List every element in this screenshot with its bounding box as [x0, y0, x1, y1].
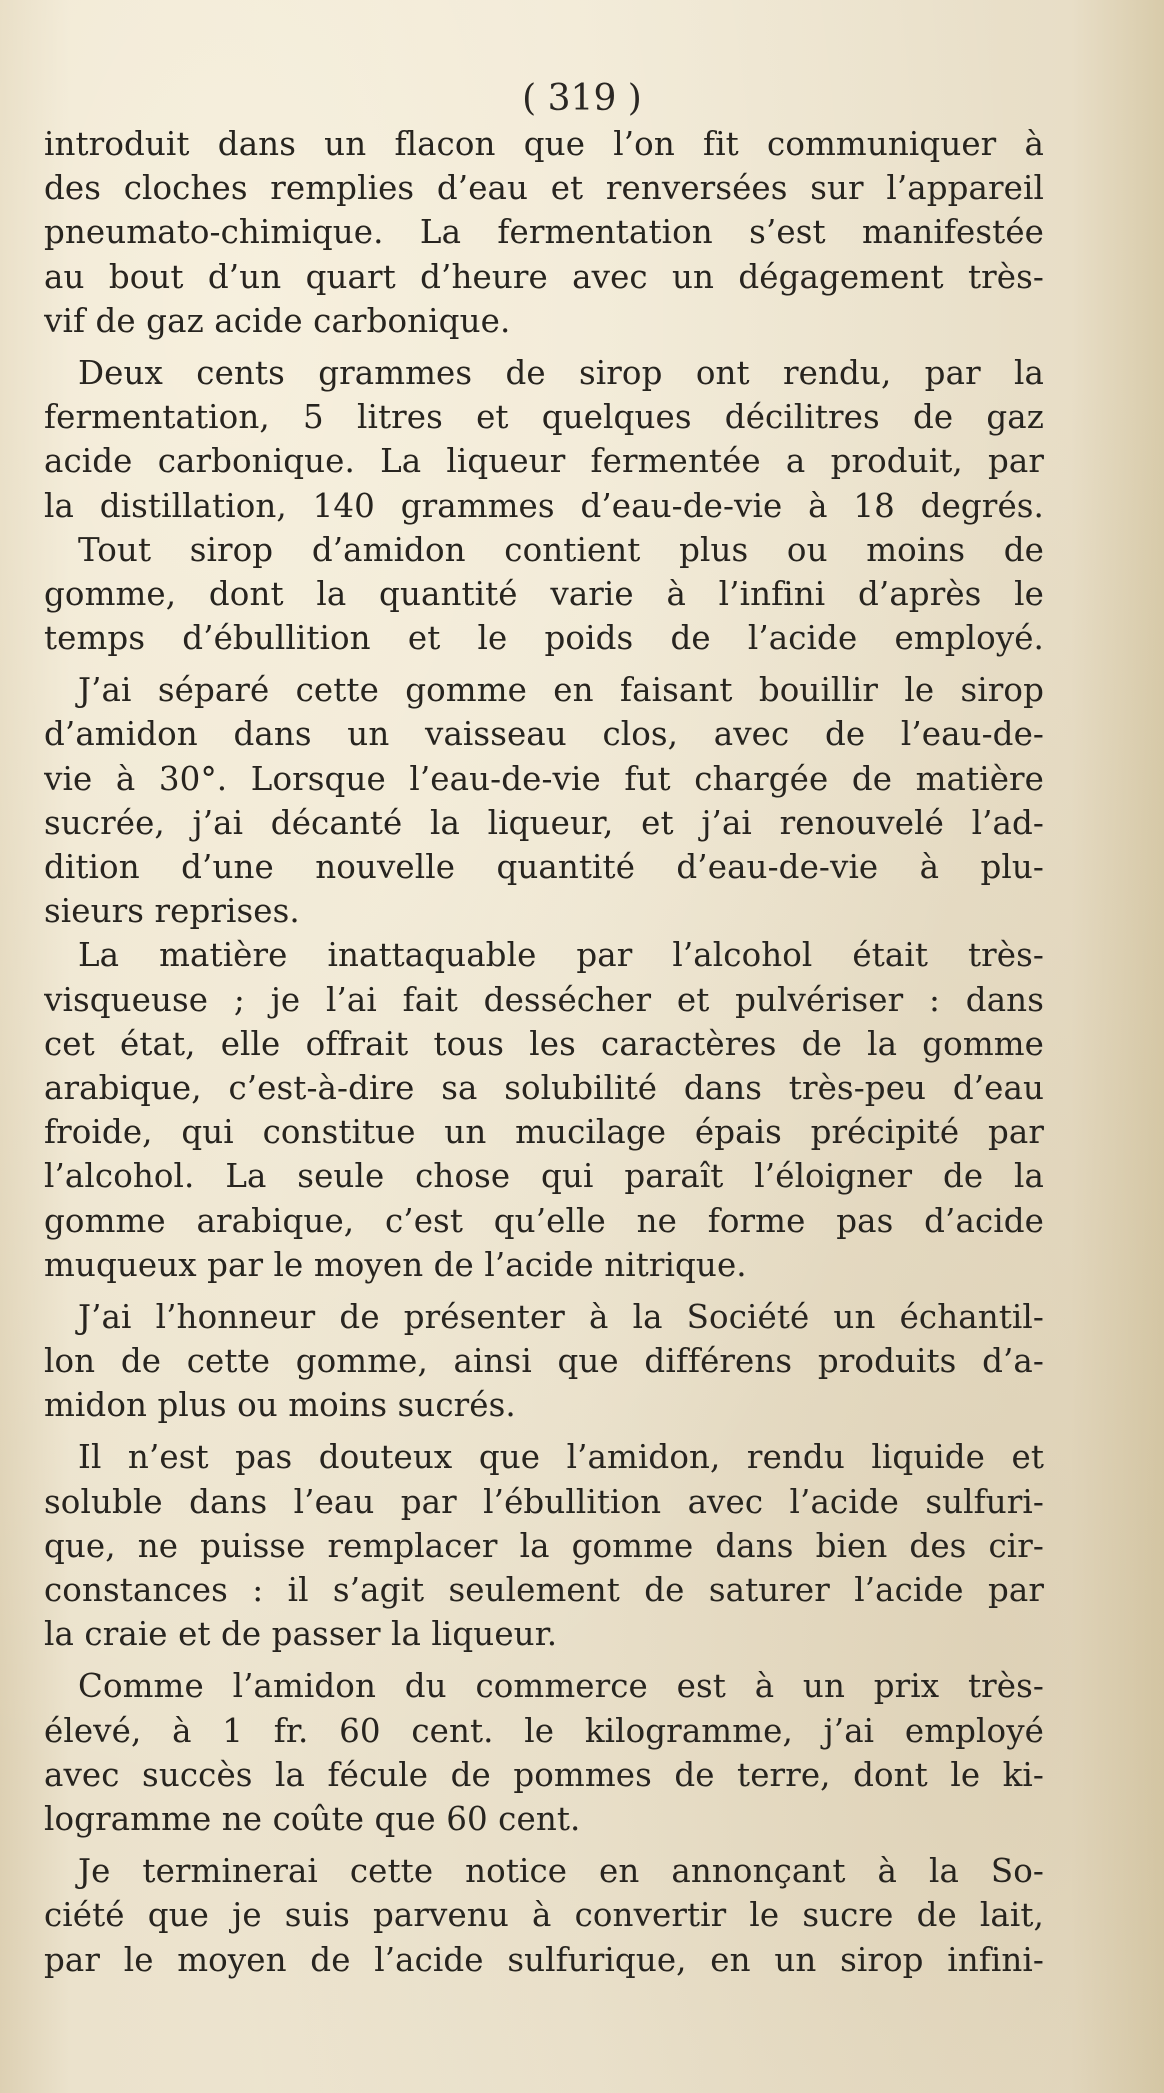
text-line: gomme, dont la quantité varie à l’infini d’après le [44, 574, 1044, 613]
text-line: la distillation, 140 grammes d’eau-de-vie à 18 degrés. [44, 486, 1044, 525]
paragraph [44, 1664, 1044, 1841]
text-line: avec succès la fécule de pommes de terre, dont le ki- [44, 1755, 1044, 1794]
text-line: fermentation, 5 litres et quelques décilitres de gaz [44, 398, 1044, 437]
text-line: J’ai l’honneur de présenter à la Société un échantil- [78, 1297, 1044, 1336]
text-line: temps d’ébullition et le poids de l’acide employé. [44, 619, 1044, 658]
text-line: l’alcohol. La seule chose qui paraît l’éloigner de la [44, 1157, 1044, 1196]
paragraph [44, 122, 1044, 343]
text-line: acide carbonique. La liqueur fermentée a produit, par [44, 442, 1044, 481]
text-line: midon plus ou moins sucrés. [44, 1386, 516, 1425]
text-line: lon de cette gomme, ainsi que différens produits d’a- [44, 1342, 1044, 1381]
text-line: Tout sirop d’amidon contient plus ou moins de [78, 530, 1044, 569]
text-line: élevé, à 1 fr. 60 cent. le kilogramme, j’ai employé [44, 1711, 1044, 1750]
text-line: cet état, elle offrait tous les caractères de la gomme [44, 1024, 1044, 1063]
text-line: muqueux par le moyen de l’acide nitrique. [44, 1245, 747, 1284]
paragraph [44, 1849, 1044, 1982]
text-line: gomme arabique, c’est qu’elle ne forme pas d’acide [44, 1201, 1044, 1240]
text-line: Il n’est pas douteux que l’amidon, rendu liquide et [78, 1438, 1044, 1477]
text-line: au bout d’un quart d’heure avec un dégagement très- [44, 257, 1044, 296]
text-line: sucrée, j’ai décanté la liqueur, et j’ai renouvelé l’ad- [44, 803, 1044, 842]
text-line: logramme ne coûte que 60 cent. [44, 1799, 581, 1838]
paragraph [44, 1435, 1044, 1656]
text-line: introduit dans un flacon que l’on fit communiquer à [44, 125, 1044, 163]
text-line: Deux cents grammes de sirop ont rendu, par la [78, 353, 1044, 392]
paragraph [44, 528, 1044, 661]
text-line: vie à 30°. Lorsque l’eau-de-vie fut chargée de matière [44, 759, 1044, 798]
text-line: visqueuse ; je l’ai fait dessécher et pulvériser : dans [44, 980, 1044, 1019]
text-line: sieurs reprises. [44, 892, 300, 931]
text-line: par le moyen de l’acide sulfurique, en un sirop infini- [44, 1940, 1044, 1979]
text-line: d’amidon dans un vaisseau clos, avec de l’eau-de- [44, 715, 1044, 754]
paragraph [44, 1295, 1044, 1428]
text-line: Comme l’amidon du commerce est à un prix très- [78, 1667, 1044, 1706]
paragraph [44, 351, 1044, 528]
paragraph [44, 933, 1044, 1287]
text-line: froide, qui constitue un mucilage épais précipité par [44, 1113, 1044, 1152]
text-line: constances : il s’agit seulement de saturer l’acide par [44, 1571, 1044, 1609]
text-line: arabique, c’est-à-dire sa solubilité dans très-peu d’eau [44, 1068, 1044, 1107]
text-line: Je terminerai cette notice en annonçant à la So- [78, 1852, 1044, 1891]
text-line: J’ai séparé cette gomme en faisant bouillir le sirop [78, 671, 1044, 710]
paragraph [44, 668, 1044, 933]
page-number: ( 319 ) [522, 78, 642, 119]
body-text [44, 122, 1044, 1982]
text-line: vif de gaz acide carbonique. [44, 301, 511, 340]
text-line: dition d’une nouvelle quantité d’eau-de-vie à plu- [44, 848, 1044, 886]
text-line: La matière inattaquable par l’alcohol était très- [78, 936, 1044, 975]
text-line: que, ne puisse remplacer la gomme dans bien des cir- [44, 1526, 1044, 1565]
text-line: ciété que je suis parvenu à convertir le sucre de lait, [44, 1896, 1044, 1935]
text-line: la craie et de passer la liqueur. [44, 1615, 558, 1654]
text-line: pneumato-chimique. La fermentation s’est manifestée [44, 213, 1044, 252]
text-line: soluble dans l’eau par l’ébullition avec l’acide sulfuri- [44, 1482, 1044, 1521]
text-line: des cloches remplies d’eau et renversées sur l’appareil [44, 169, 1044, 208]
